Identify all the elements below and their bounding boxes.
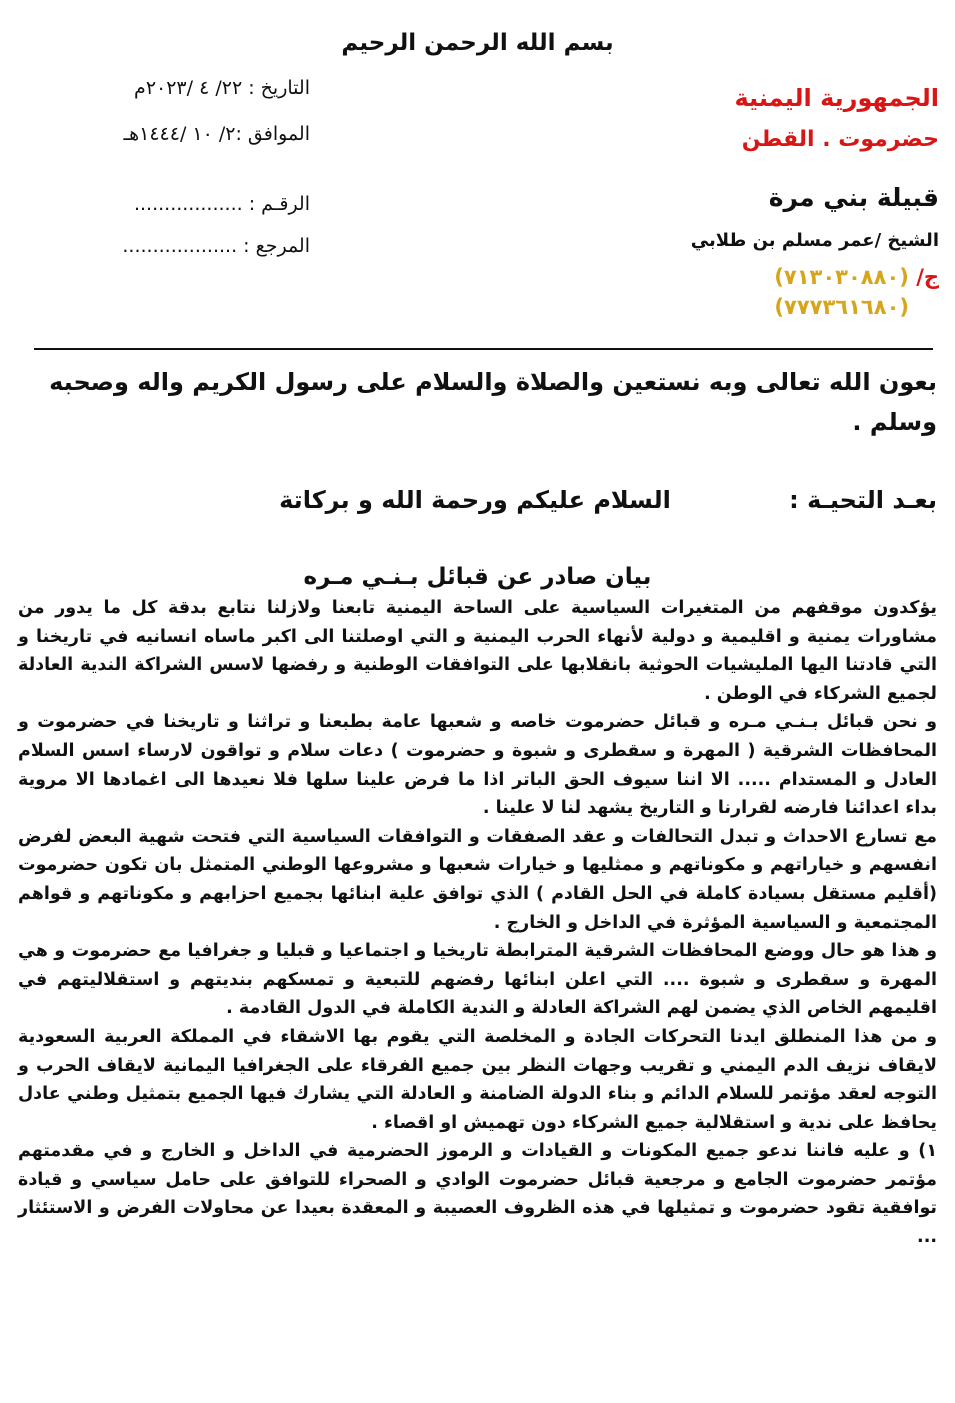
statement-title: بيان صادر عن قبائل بـنـي مـره	[303, 564, 652, 590]
header-divider	[34, 348, 933, 350]
hijri-date-field: الموافق :٢/ ١٠ /١٤٤٤هـ	[123, 123, 310, 145]
opening-invocation: بعون الله تعالى وبه نستعين والصلاة والسلام على رسول الكريم واله وصحبه وسلم .	[49, 368, 937, 436]
basmala-heading: بسم الله الرحمن الرحيم	[341, 30, 614, 56]
paragraph: مع تسارع الاحداث و تبدل التحالفات و عقد الصفقات و التوافقات السياسية التي فتحت شهية البعض لفرض انفسهم و خياراتهم و مكوناتهم و ممثليها و خيارات شعبها و مشروعها الوطني المتمثل بان تكون حضرموت (أقليم مستقل بسيادة كاملة في الحل القادم ) الذي توافق علية ابنائها بجميع احزابهم و مكوناتهم و قواهم المجتمعية و السياسية المؤثرة في الداخل و الخارج .	[18, 826, 937, 933]
paragraph: و من هذا المنطلق ايدنا التحركات الجادة و المخلصة التي يقوم بها الاشقاء في المملكة العربية السعودية لايقاف نزيف الدم اليمني و تقريب وجهات النظر بين جميع الفرقاء على الجغرافيا اليمانية لايقاف الحرب و التوجه لعقد مؤتمر للسلام الدائم و بناء الدولة الضامنة و العادلة التي يشارك فيها الجميع بتمثيل وطني عادل يحافظ على ندية و استقلالية جميع الشركاء دون تهميش او اقصاء .	[18, 1026, 937, 1133]
sender-header	[609, 80, 939, 322]
reference-block	[40, 74, 310, 260]
paragraph: و هذا هو حال ووضع المحافظات الشرقية المترابطة تاريخيا و اجتماعيا و قبليا و جغرافيا مع حضرموت و هي المهرة و سقطرى و شبوة .... التي اعلن ابنائها رفضهم للتبعية و تمسكهم بنديتهم و استقلاليتهم في اقليمهم الخاص الذي يضمن لهم الشراكة العادلة و الندية الكاملة في الدول القادمة .	[18, 941, 937, 1019]
phone-line-1	[609, 262, 939, 292]
sheikh-name: الشيخ /عمر مسلم بن طلابي	[690, 230, 939, 251]
phone-number-2: (٧٧٧٣٦١٦٨٠)	[774, 295, 909, 319]
paragraph: و نحن قبائل بـنـي مـره و قبائل حضرموت خاصه و شعبها عامة بطبعنا و تراثنا و تاريخنا في حضرموت و المحافظات الشرقية ( المهرة و سقطرى و شبوة و حضرموت ) دعات سلام و تواقون لارساء اسس السلام العادل و المستدام ..... الا اننا سيوف الحق الباتر اذا ما فرض علينا سلها فلا نعيدها الى اغمادها الا مروية بداء اعدائنا فارضه لقرارنا و التاريخ يشهد لنا لا علينا .	[18, 712, 937, 819]
republic-name: الجمهورية اليمنية	[734, 84, 939, 112]
date-field: التاريخ : ٢٢/ ٤ /٢٠٢٣م	[134, 77, 310, 99]
phone-prefix: ج/	[916, 265, 939, 289]
number-field: الرقـم : ..................	[133, 193, 310, 215]
paragraph: ١) و عليه فاننا ندعو جميع المكونات و القيادات و الرموز الحضرمية في الداخل و الخارج و في مقدمتهم مؤتمر حضرموت الجامع و مرجعية قبائل حضرموت الوادي و الصحراء للتوافق على حامل سياسي و قيادة توافقية تقود حضرموت و تمثيلها في هذه الظروف العصيبة و المعقدة بعيدا عن محاولات الفرض و الاستئثار ...	[18, 1141, 937, 1248]
greeting-text: السلام عليكم ورحمة الله و بركاتة	[279, 486, 671, 514]
paragraph: يؤكدون موقفهم من المتغيرات السياسية على الساحة اليمنية تابعنا ولازلنا نتابع بدقة كل ما يدور من مشاورات يمنية و اقليمية و دولية لأنهاء الحرب اليمنية و التي اوصلتنا الى اكبر ماساه انسانيه في تاريخنا و التي قادتنا اليها المليشيات الحوثية بانقلابها على التوافقات الوطنية و رفضها لاسس الشراكة الندية العادلة لجميع الشركاء في الوطن .	[18, 598, 937, 704]
phone-number-1: (٧١٣٠٣٠٨٨٠)	[774, 265, 909, 289]
statement-body	[18, 594, 937, 1252]
greeting-label: بعـد التحيـة :	[789, 486, 937, 514]
tribe-name: قبيلة بني مرة	[768, 183, 939, 212]
reference-field: المرجع : ...................	[122, 235, 310, 257]
region-name: حضرموت . القطن	[741, 127, 939, 152]
phone-line-2	[609, 292, 939, 322]
phone-numbers	[609, 262, 939, 322]
greeting-line	[18, 482, 937, 518]
